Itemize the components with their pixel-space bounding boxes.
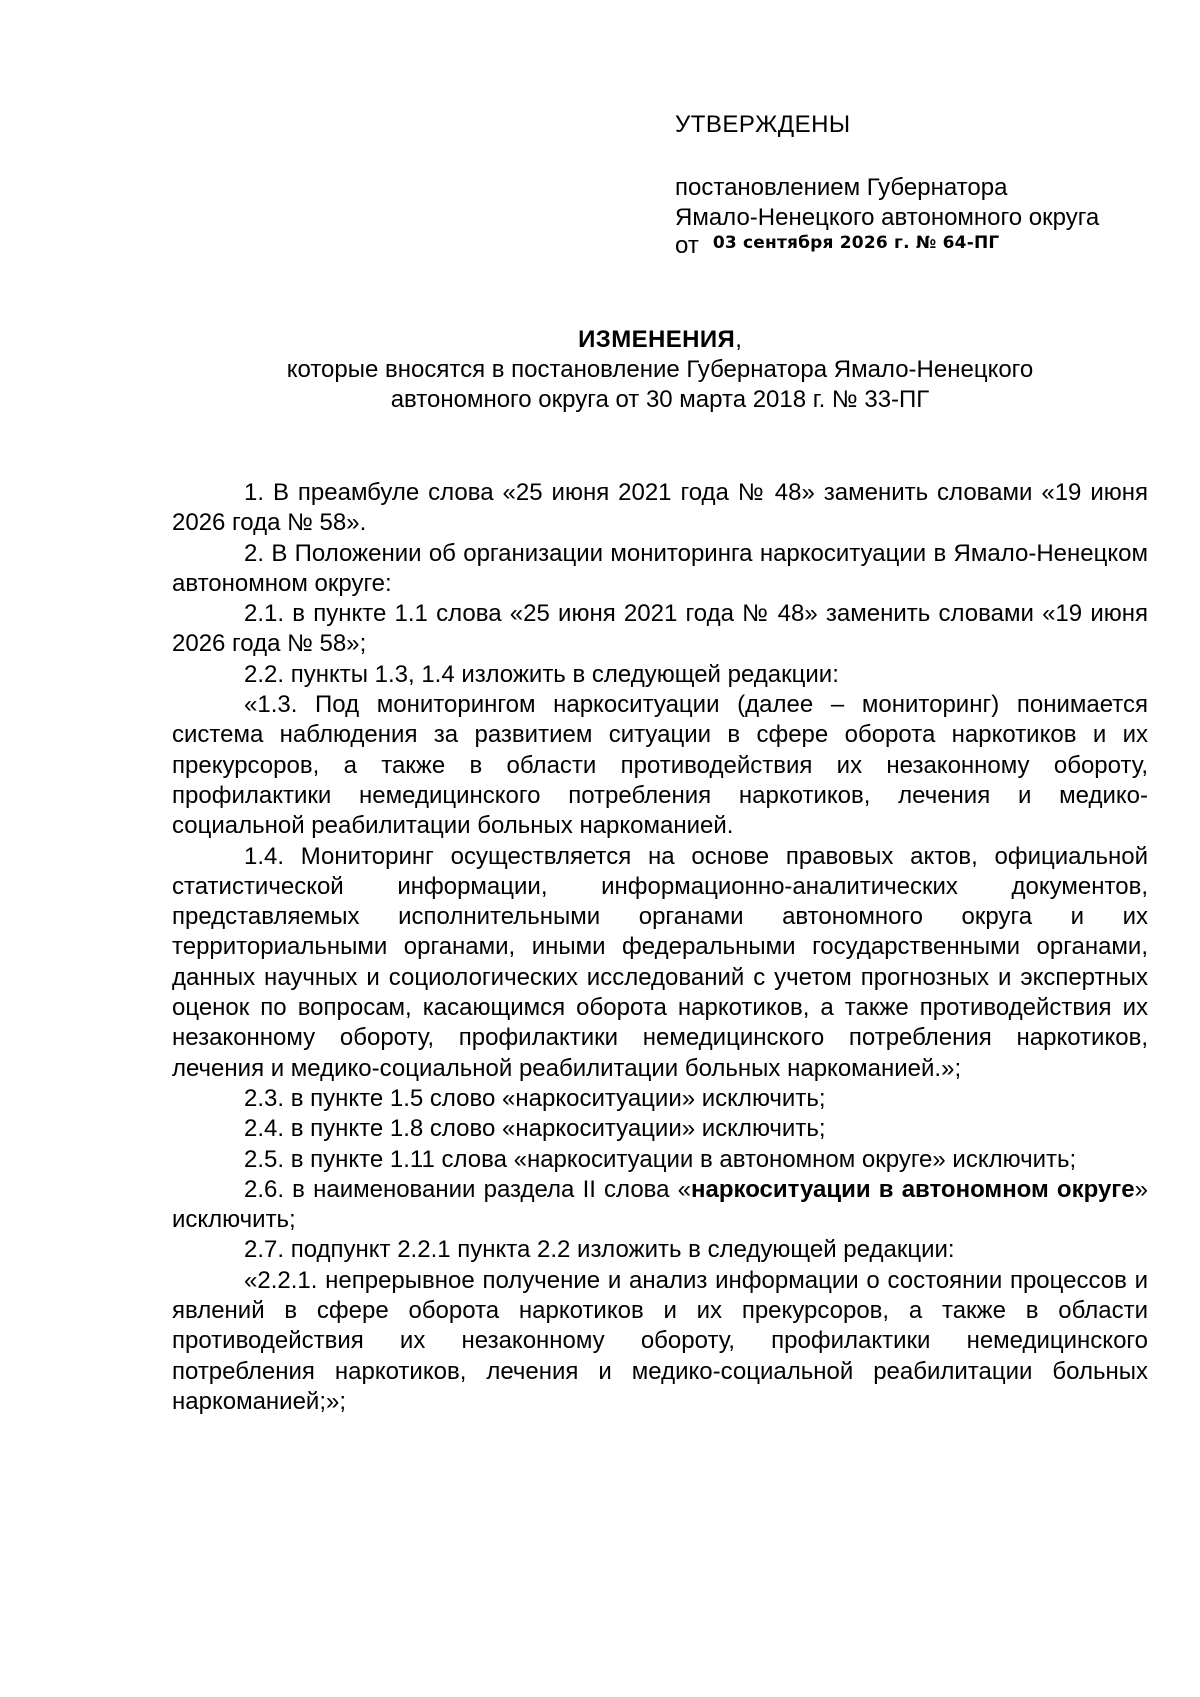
paragraph-2-2: 2.2. пункты 1.3, 1.4 изложить в следующей редакции: xyxy=(244,660,839,688)
heading-title-comma: , xyxy=(735,326,742,353)
heading-title-row xyxy=(170,325,1150,355)
document-body xyxy=(172,478,1148,1417)
approval-date-prefix: от xyxy=(675,232,699,259)
paragraph-1: 1. В преамбуле слова «25 июня 2021 года № 48» заменить словами «19 июня 2026 года № 58». xyxy=(172,479,1148,537)
approval-line-2: Ямало-Ненецкого автономного округа xyxy=(675,204,1100,231)
paragraph-2-2-1-quote: «2.2.1. непрерывное получение и анализ информации о состоянии процессов и явлений в сфере оборота наркотиков и их прекурсоров, а также в области противодействия их незаконному обороту, профилактики немедицинского потребления наркотиков, лечения и медико-социальной реабилитации больных наркоманией;»; xyxy=(172,1266,1148,1415)
p26-bold-phrase: наркоситуации в автономном округе xyxy=(691,1175,1135,1203)
approval-title: УТВЕРЖДЕНЫ xyxy=(675,111,851,138)
paragraph-2-4: 2.4. в пункте 1.8 слово «наркоситуации» исключить; xyxy=(244,1115,826,1143)
paragraph-2-3: 2.3. в пункте 1.5 слово «наркоситуации» исключить; xyxy=(244,1084,826,1112)
p26-after: » исключить; xyxy=(172,1175,1148,1234)
paragraph-2: 2. В Положении об организации мониторинга наркоситуации в Ямало-Ненецком автономном округе: xyxy=(172,539,1148,597)
paragraph-2-1: 2.1. в пункте 1.1 слова «25 июня 2021 года № 48» заменить словами «19 июня 2026 года № 58»; xyxy=(172,600,1148,658)
paragraph-1-4-quote: 1.4. Мониторинг осуществляется на основе правовых актов, официальной статистической информации, информационно-аналитических документов, представляемых исполнительными органами автономного округа и их территориальными органами, иными федеральными государственными органами, данных научных и социологических исследований с учетом прогнозных и экспертных оценок по вопросам, касающимся оборота наркотиков, а также противодействия их незаконному обороту, профилактики немедицинского потребления наркотиков, лечения и медико-социальной реабилитации больных наркоманией.»; xyxy=(172,842,1148,1082)
heading-subtitle-line-2: автономного округа от 30 марта 2018 г. № 33-ПГ xyxy=(390,386,930,413)
p26-before: 2.6. в наименовании раздела xyxy=(244,1175,583,1203)
approval-block xyxy=(675,110,1155,263)
paragraph-1-3-quote: «1.3. Под мониторингом наркоситуации (далее – мониторинг) понимается система наблюдения за развитием ситуации в сфере оборота наркотиков и их прекурсоров, а также в области противодействия их незаконному обороту, профилактики немедицинского потребления наркотиков, лечения и медико-социальной реабилитации больных наркоманией. xyxy=(172,691,1148,840)
p26-roman: II xyxy=(582,1175,596,1203)
approval-line-1: постановлением Губернатора xyxy=(675,174,1008,201)
heading-title: ИЗМЕНЕНИЯ xyxy=(578,326,736,353)
paragraph-2-6 xyxy=(172,1175,1148,1236)
heading-subtitle-line-1: которые вносятся в постановление Губернатора Ямало-Ненецкого xyxy=(286,356,1034,383)
approval-date-stamp: 03 сентября 2026 г. № 64-ПГ xyxy=(712,233,1000,253)
p26-middle: слова « xyxy=(595,1175,692,1203)
paragraph-2-5: 2.5. в пункте 1.11 слова «наркоситуации в автономном округе» исключить; xyxy=(244,1145,1077,1173)
paragraph-2-7: 2.7. подпункт 2.2.1 пункта 2.2 изложить в следующей редакции: xyxy=(244,1236,955,1264)
approval-date-row xyxy=(675,231,1155,263)
document-heading xyxy=(170,325,1150,415)
